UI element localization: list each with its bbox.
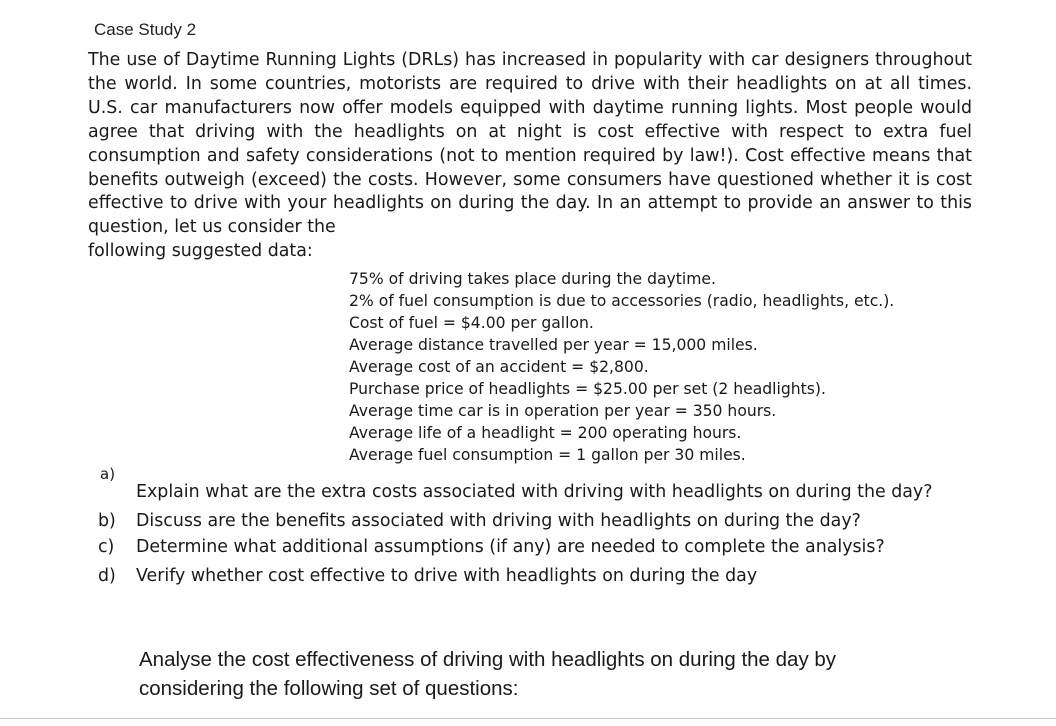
case-study-title: Case Study 2 xyxy=(94,20,197,39)
question-text: Determine what additional assumptions (if any) are needed to complete the analysis? xyxy=(136,537,885,557)
data-item: Purchase price of headlights = $25.00 per set (2 headlights). xyxy=(349,380,826,398)
data-item: Average distance travelled per year = 15,000 miles. xyxy=(349,336,758,354)
instruction-paragraph: Analyse the cost effectiveness of driving with headlights on during the day by considering the following set of questions: xyxy=(139,648,837,700)
data-item: Average life of a headlight = 200 operating hours. xyxy=(349,424,742,442)
question-text: Explain what are the extra costs associated with driving with headlights on during the day? xyxy=(136,482,933,502)
question-letter: b) xyxy=(98,510,116,531)
page-bottom-divider xyxy=(0,718,1056,719)
intro-text: The use of Daytime Running Lights (DRLs) has increased in popularity with car designers throughout the world. In some countries, motorists are required to drive with their headlights on at all times. U.S. car manufacturers now offer models equipped with daytime running lights. Most people would agree that driving with the headlights on at night is cost effective with respect to extra fuel consumption and safety considerations (not to mention required by law!). Cost effective means that benefits outweigh (exceed) the costs. However, some consumers have questioned whether it is cost effective to drive with your headlights on during the day. In an attempt to provide an answer to this question, let us consider the xyxy=(88,50,972,238)
data-item: Average fuel consumption = 1 gallon per 30 miles. xyxy=(349,446,746,464)
question-text: Verify whether cost effective to drive with headlights on during the day xyxy=(136,565,758,586)
data-item: Average cost of an accident = $2,800. xyxy=(349,358,649,376)
data-item: Average time car is in operation per year = 350 hours. xyxy=(349,402,777,420)
suggested-data-list xyxy=(349,268,894,466)
question-letter: d) xyxy=(98,565,116,586)
question-list xyxy=(98,464,958,588)
data-item: 2% of fuel consumption is due to accessories (radio, headlights, etc.). xyxy=(349,292,895,310)
question-text: Discuss are the benefits associated with driving with headlights on during the day? xyxy=(136,510,861,531)
question-b xyxy=(98,509,958,534)
question-a xyxy=(98,465,958,505)
question-letter: a) xyxy=(100,465,116,483)
question-c xyxy=(98,535,958,560)
intro-paragraph xyxy=(88,49,972,264)
data-item: Cost of fuel = $4.00 per gallon. xyxy=(349,314,594,332)
question-d xyxy=(98,564,958,589)
data-item: 75% of driving takes place during the daytime. xyxy=(349,270,716,288)
intro-text-last-line: following suggested data: xyxy=(88,241,313,262)
question-letter: c) xyxy=(98,537,115,557)
